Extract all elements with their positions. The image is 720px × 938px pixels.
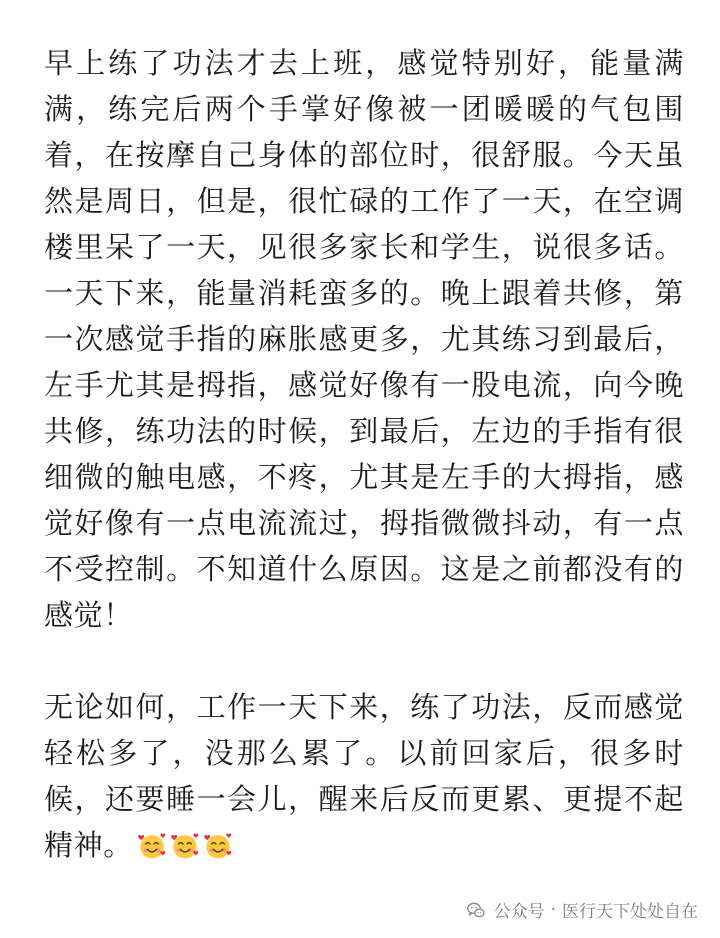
paragraph-2 (44, 684, 684, 874)
wechat-watermark (466, 897, 698, 922)
paragraph-1: 早上练了功法才去上班，感觉特别好，能量满满，练完后两个手掌好像被一团暖暖的气包围着，在按摩自己身体的部位时，很舒服。今天虽然是周日，但是，很忙碌的工作了一天，在空调楼里呆了一天，见很多家长和学生，说很多话。一天下来，能量消耗蛮多的。晚上跟着共修，第一次感觉手指的麻胀感更多，尤其练习到最后，左手尤其是拇指，感觉好像有一股电流，向今晚共修，练功法的时候，到最后，左边的手指有很细微的触电感，不疼，尤其是左手的大拇指，感觉好像有一点电流流过，拇指微微抖动，有一点不受控制。不知道什么原因。这是之前都没有的感觉！ (44, 46, 684, 632)
emoji-row (137, 828, 236, 874)
watermark-platform: 公众号 (493, 902, 545, 922)
article-body (44, 40, 684, 874)
smiling-face-with-hearts-icon (170, 831, 200, 861)
smiling-face-with-hearts-icon (137, 831, 167, 861)
wechat-logo-icon (466, 900, 486, 920)
watermark-separator: · (550, 899, 556, 920)
paragraph-2-text: 无论如何，工作一天下来，练了功法，反而感觉轻松多了，没那么累了。以前回家后，很多时候，还要睡一会儿，醒来后反而更累、更提不起精神。 (44, 690, 684, 862)
watermark-account: 医行天下处处自在 (562, 902, 698, 922)
smiling-face-with-hearts-icon (203, 831, 233, 861)
